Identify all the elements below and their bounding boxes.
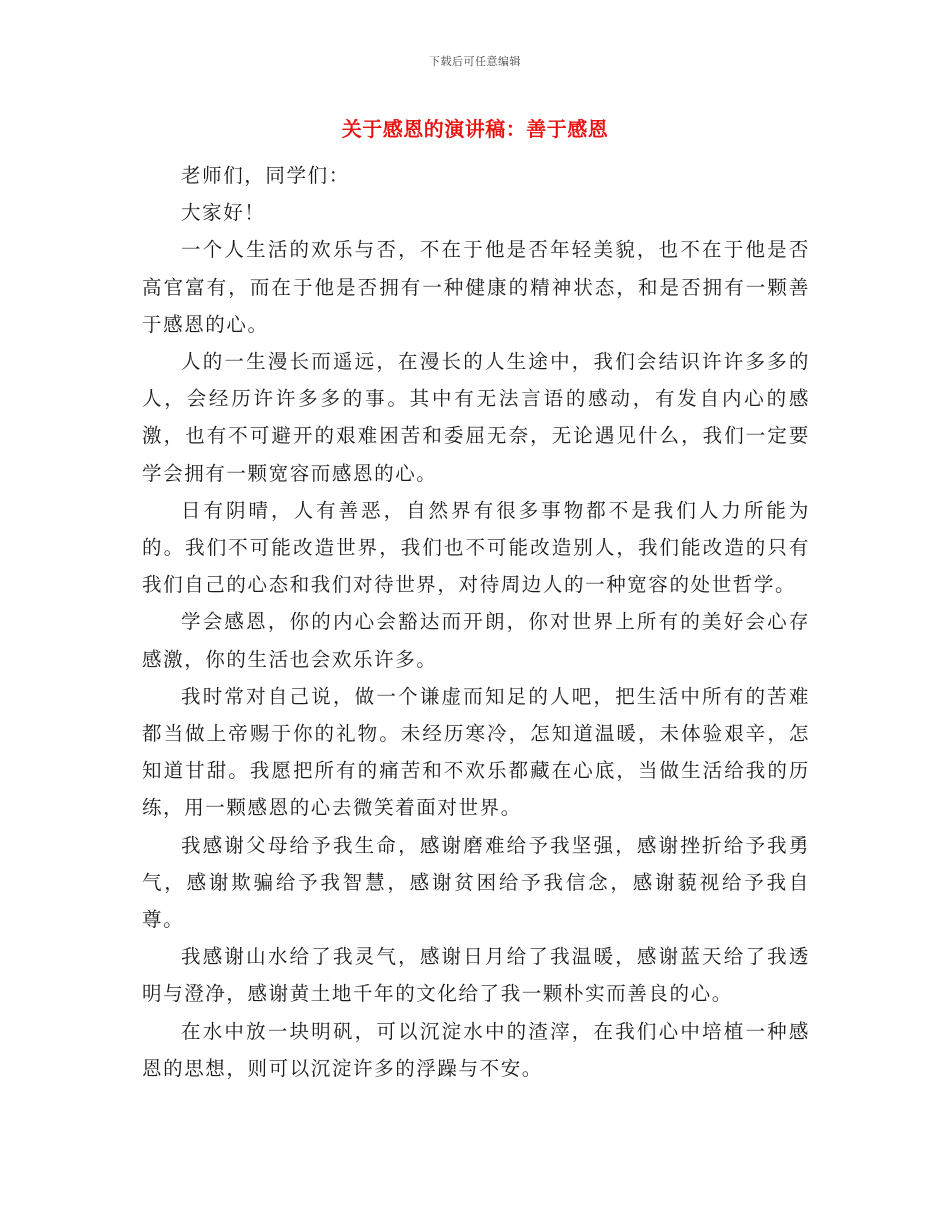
paragraph: 人的一生漫长而遥远，在漫长的人生途中，我们会结识许许多多的人，会经历许许多多的事。其中有无法言语的感动，有发自内心的感激，也有不可避开的艰难困苦和委屈无奈，无论遇见什么，我们一定要学会拥有一颗宽容而感恩的心。 [142, 350, 810, 485]
paragraph: 学会感恩，你的内心会豁达而开朗，你对世界上所有的美好会心存感激，你的生活也会欢乐许多。 [142, 610, 810, 671]
paragraph: 在水中放一块明矾，可以沉淀水中的渣滓，在我们心中培植一种感恩的思想，则可以沉淀许多的浮躁与不安。 [142, 1019, 810, 1080]
paragraph: 日有阴晴，人有善恶，自然界有很多事物都不是我们人力所能为的。我们不可能改造世界，我们也不可能改造别人，我们能改造的只有我们自己的心态和我们对待世界，对待周边人的一种宽容的处世哲学。 [142, 498, 810, 597]
paragraph: 我感谢山水给了我灵气，感谢日月给了我温暖，感谢蓝天给了我透明与澄净，感谢黄土地千年的文化给了我一颗朴实而善良的心。 [142, 945, 810, 1006]
header-note: 下载后可任意编辑 [429, 55, 521, 68]
page-title: 关于感恩的演讲稿：善于感恩 [341, 117, 609, 141]
greeting-hello: 大家好！ [181, 201, 266, 225]
document-body [142, 157, 810, 1087]
paragraph: 一个人生活的欢乐与否，不在于他是否年轻美貌，也不在于他是否高官富有，而在于他是否拥有一种健康的精神状态，和是否拥有一颗善于感恩的心。 [142, 238, 810, 336]
paragraph: 我时常对自己说，做一个谦虚而知足的人吧，把生活中所有的苦难都当做上帝赐于你的礼物。未经历寒冷，怎知道温暖，未体验艰辛，怎知道甘甜。我愿把所有的痛苦和不欢乐都藏在心底，当做生活给我的历练，用一颗感恩的心去微笑着面对世界。 [142, 684, 810, 820]
paragraph: 我感谢父母给予我生命，感谢磨难给予我坚强，感谢挫折给予我勇气，感谢欺骗给予我智慧，感谢贫困给予我信念，感谢藐视给予我自尊。 [142, 833, 810, 932]
greeting-line: 老师们，同学们： [181, 164, 350, 187]
